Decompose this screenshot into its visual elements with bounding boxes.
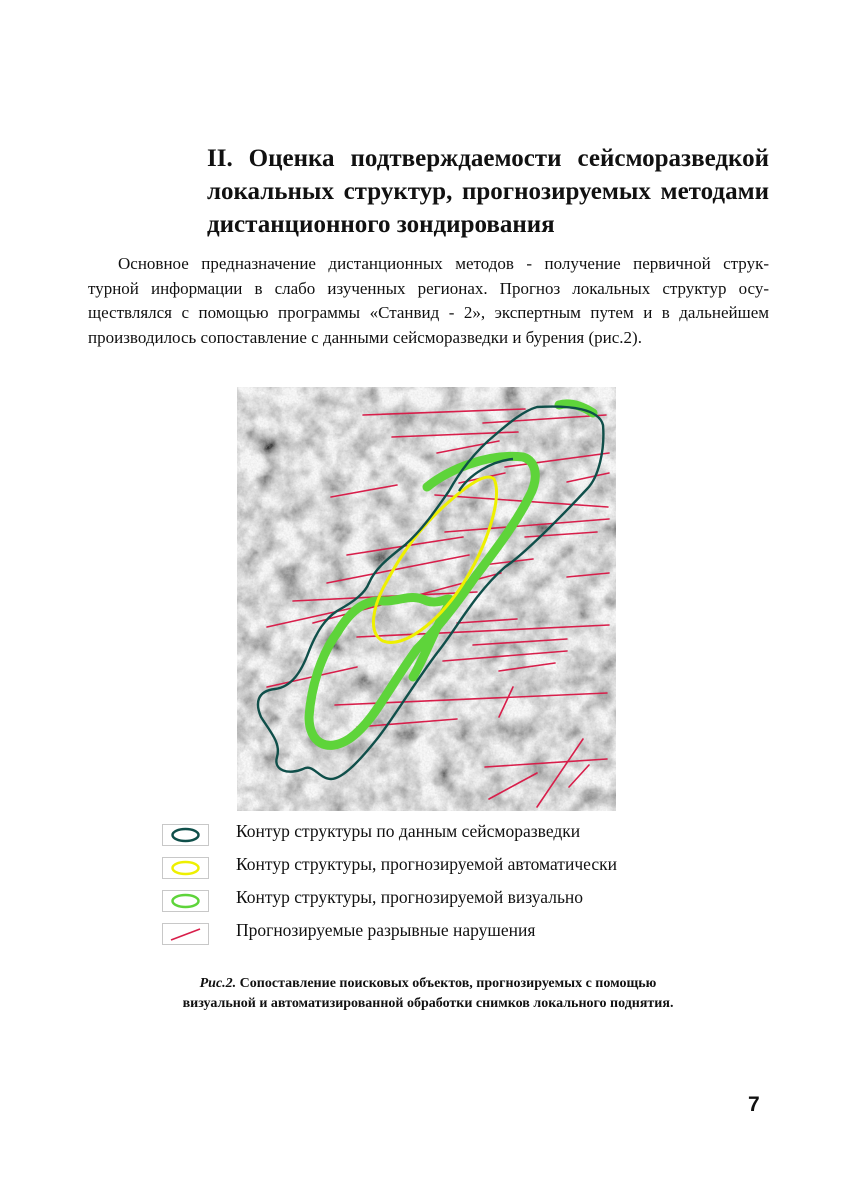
green-ellipse-icon	[162, 890, 209, 912]
legend-label-faults: Прогнозируемые разрывные нарушения	[236, 920, 536, 940]
paragraph-line-2: турной информации в слабо изученных регионах. Прогноз локальных структур осу-	[88, 278, 769, 298]
legend-item-seismic	[162, 820, 702, 850]
yellow-ellipse-icon	[162, 857, 209, 879]
paragraph-line-1: Основное предназначение дистанционных методов - получение первичной струк-	[118, 254, 769, 273]
dark-ellipse-icon	[162, 824, 209, 846]
legend-label-visual: Контур структуры, прогнозируемой визуально	[236, 887, 584, 907]
red-line-icon	[162, 923, 209, 945]
legend-item-faults	[162, 919, 702, 949]
body-paragraph	[88, 252, 769, 350]
legend-label-auto: Контур структуры, прогнозируемой автоматически	[236, 854, 617, 874]
caption-text-line-2: визуальной и автоматизированной обработки снимков локального поднятия.	[182, 996, 674, 1011]
paragraph-line-4: производилось сопоставление с данными сейсморазведки и бурения (рис.2).	[88, 327, 642, 347]
satellite-image-figure	[237, 387, 616, 811]
section-heading	[207, 142, 769, 241]
page-number: 7	[748, 1093, 760, 1116]
paragraph-line-3: ществлялся с помощью программы «Станвид - 2», экспертным путем и в дальнейшем	[88, 303, 769, 322]
caption-label: Рис.2.	[199, 976, 237, 991]
legend-item-auto	[162, 853, 702, 883]
heading-line-1: II. Оценка подтверждаемости сейсморазведкой	[207, 145, 769, 172]
legend-label-seismic: Контур структуры по данным сейсморазведки	[236, 821, 581, 841]
figure-caption	[100, 974, 756, 1014]
caption-text-line-1: Сопоставление поисковых объектов, прогнозируемых с помощью	[239, 976, 657, 991]
heading-line-3: дистанционного зондирования	[207, 211, 555, 238]
heading-line-2: локальных структур, прогнозируемых методами	[207, 178, 769, 205]
legend-item-visual	[162, 886, 702, 916]
